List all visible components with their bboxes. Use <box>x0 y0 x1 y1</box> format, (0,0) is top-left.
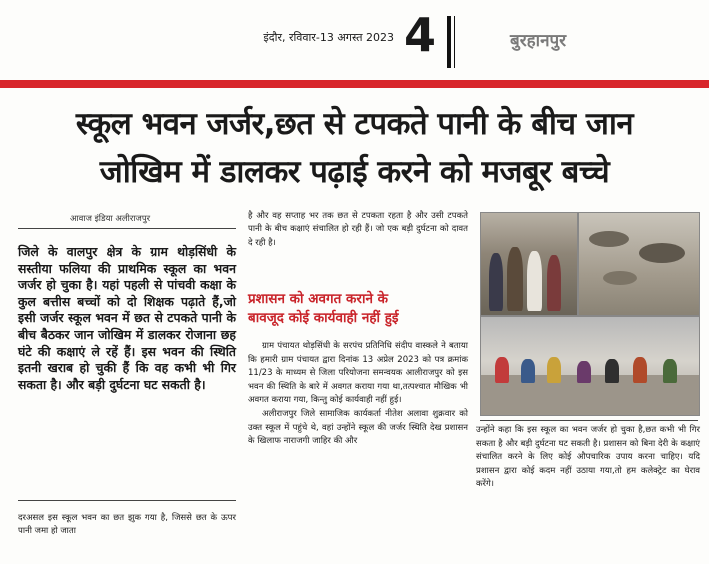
photo-classroom-children <box>480 316 700 416</box>
dateline: इंदौर, रविवार-13 अगस्त 2023 <box>263 31 394 44</box>
column3-text: उन्होंने कहा कि इस स्कूल का भवन जर्जर हो चुका है,छत कभी भी गिर सकता है और बड़ी दुर्घटना घट सकती है। प्रशासन को बिना देरी के कक्षाएं संचालित करने के लिए कोई औपचारिक उपाय करना चाहिए। यदि प्रशासन द्वारा कोई कदम नहीं उठाया गया,तो हम कलेक्ट्रेट का घेराव करेंगे। <box>476 425 700 490</box>
page-number: 4 <box>403 8 436 62</box>
masthead-divider-thin <box>454 16 455 68</box>
red-divider-bar <box>0 80 709 88</box>
headline <box>8 100 701 196</box>
byline: आवाज इंडिया अलीराजपुर <box>70 214 151 224</box>
column2-paragraph-2: अलीराजपुर जिले सामाजिक कार्यकर्ता नीतेश अलावा शुक्रवार को उक्त स्कूल में पहुंचे थे, वहां उन्होंने स्कूल की जर्जर स्थिति देख प्रशासन के खिलाफ नाराजगी जाहिर की और <box>248 408 468 447</box>
subheading-line-1: प्रशासन को अवगत कराने के <box>248 291 389 307</box>
column2-body <box>248 340 468 449</box>
photo-damaged-ceiling <box>578 212 700 316</box>
photo-rule <box>480 420 698 421</box>
city-name: बुरहानपुर <box>510 31 567 51</box>
column2-top-text: है और वह सप्ताह भर तक छत से टपकता रहता है और उसी टपकते पानी के बीच कक्षाएं संचालित हो रही हैं। जो एक बड़ी दुर्घटना को दावत दे रही है। <box>248 211 468 248</box>
photo-people-outside-school <box>480 212 578 316</box>
masthead-divider <box>447 16 451 68</box>
headline-line-2: जोखिम में डालकर पढ़ाई करने को मजबूर बच्चे <box>99 154 610 190</box>
column1-bottom-text: दरअसल इस स्कूल भवन का छत झुक गया है, जिससे छत के ऊपर पानी जमा हो जाता <box>18 513 236 537</box>
subheading-line-2: बावजूद कोई कार्यवाही नहीं हुई <box>248 310 399 326</box>
lead-paragraph: जिले के वालपुर क्षेत्र के ग्राम थोड़सिंधी के सस्तीया फलिया की प्राथमिक स्कूल का भवन जर्जर हो चुका है। यहां पहली से पांचवी कक्षा के कुल बत्तीस बच्चों को दो शिक्षक पढ़ाते हैं,जो इसी जर्जर स्कूल भवन में छत से टपकते पानी के बीच बैठकर जान जोखिम में डालकर रोजाना छह घंटे की कक्षाएं ले रहें हैं। इस भवन की स्थिति इतनी खराब हो चुकी हैं कि वह कभी भी गिर सकता है। और बड़ी दुर्घटना घट सकती है। <box>18 244 236 392</box>
headline-line-1: स्कूल भवन जर्जर,छत से टपकते पानी के बीच जान <box>75 106 634 142</box>
column2-paragraph-1: ग्राम पंचायत थोड़सिंधी के सरपंच प्रतिनिधि संदीप वास्कले ने बताया कि हमारी ग्राम पंचायत द्वारा दिनांक 13 अप्रेल 2023 को पत्र क्रमांक 11/23 के माध्यम से जिला परियोजना समन्वयक आलीराजपुर को इस भवन की स्थिति के बारे में अवगत कराया गया था,तत्पश्चात मौखिक भी अवगत कराया गया, किन्तु कोई कार्यवाही नहीं हुई। <box>248 341 468 406</box>
byline-rule <box>18 228 236 229</box>
subheading <box>248 290 468 328</box>
column-rule <box>18 500 236 501</box>
